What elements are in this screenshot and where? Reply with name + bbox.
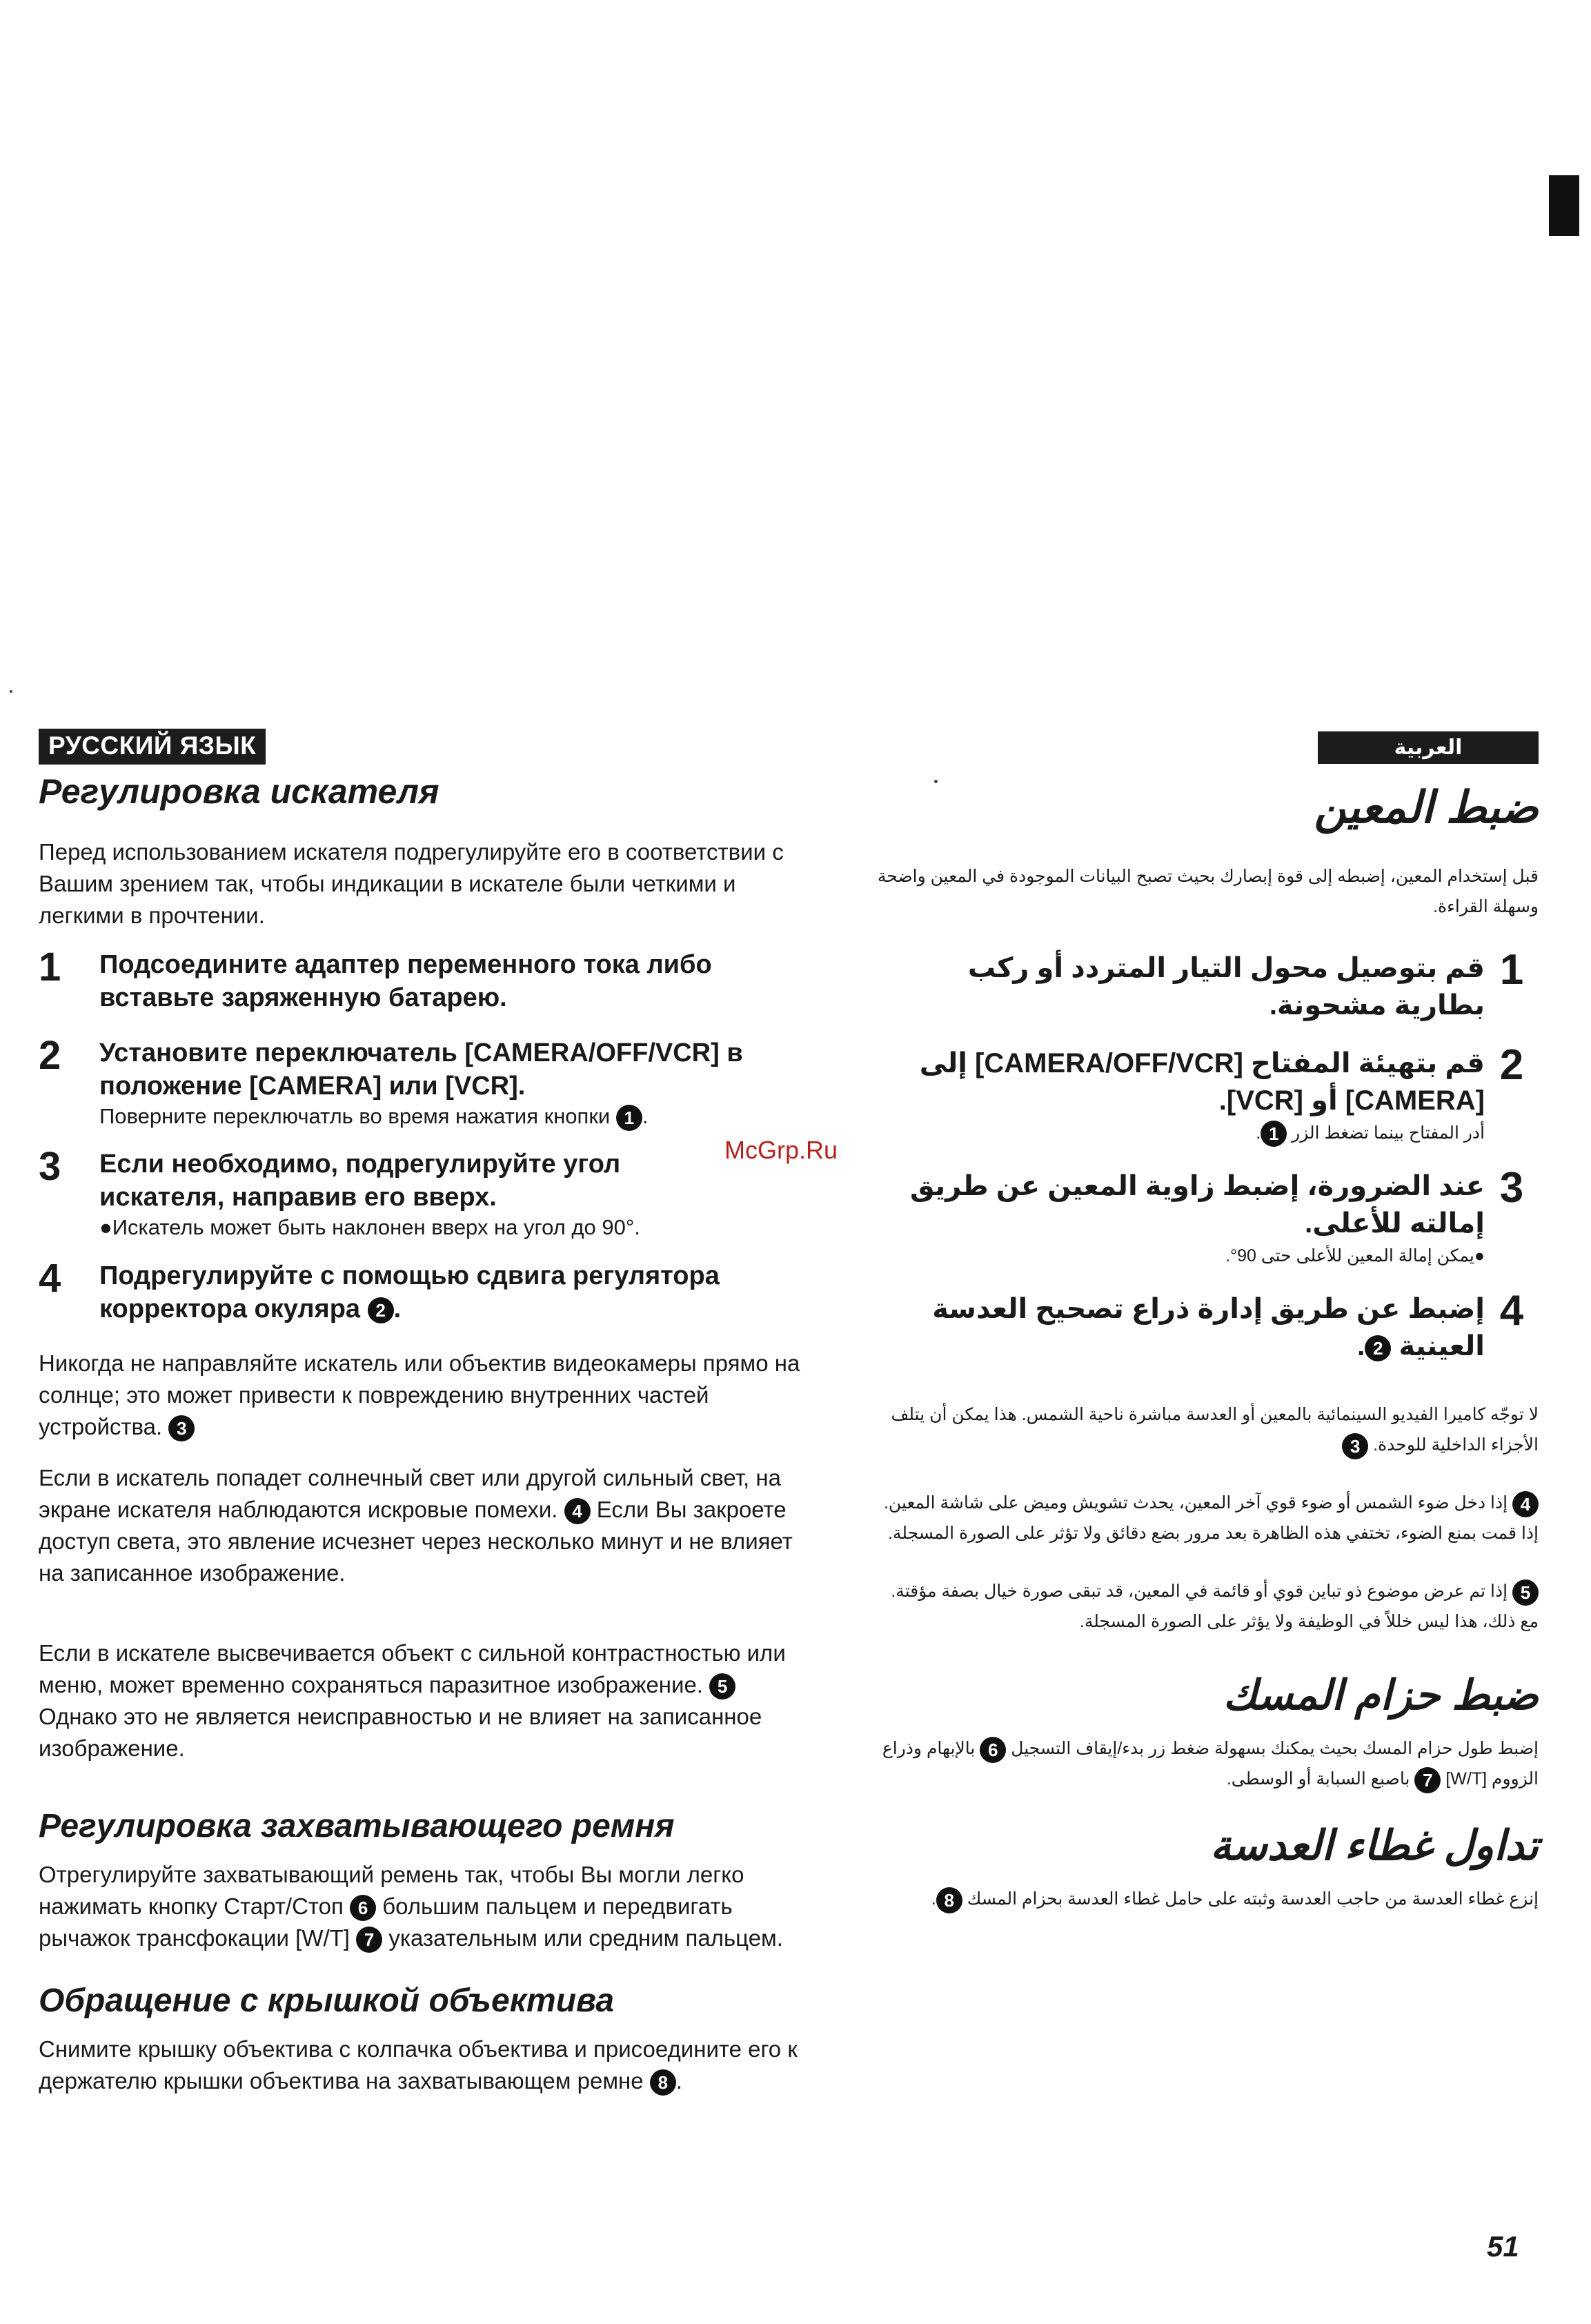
step-number: 4 xyxy=(39,1255,61,1301)
step-note: ●يمكن إمالة المعين للأعلى حتى 90°. xyxy=(1225,1246,1485,1266)
page-number: 51 xyxy=(1487,2230,1519,2263)
step-instruction: قم بتهيئة المفتاح [CAMERA/OFF/VCR] إلى [CAMERA] أو [VCR]. xyxy=(919,1048,1485,1116)
step-note: ●Искатель может быть наклонен вверх на угол до 90°. xyxy=(99,1214,640,1239)
section-title-grip-strap: Регулировка захватывающего ремня xyxy=(39,1807,675,1844)
step-number: 3 xyxy=(1499,1164,1524,1212)
arabic-step-3 xyxy=(876,1164,1539,1270)
step-instruction: Если необходимо, подрегулируйте угол искателя, направив его вверх. xyxy=(99,1149,621,1212)
arabic-lens-cap-text: إنزع غطاء العدسة من حاجب العدسة وثبته على حامل غطاء العدسة بحزام المسك 8. xyxy=(876,1884,1539,1914)
step-number: 4 xyxy=(1499,1287,1524,1335)
arabic-title-grip-strap: ضبط حزام المسك xyxy=(1223,1672,1539,1719)
step-number: 3 xyxy=(39,1143,61,1189)
language-tag-arabic: العربية xyxy=(1318,731,1539,764)
warning-sun-text: Никогда не направляйте искатель или объектив видеокамеры прямо на солнце; это может привести к повреждению внутренних частей устройства. xyxy=(39,1350,800,1439)
step-4 xyxy=(39,1255,811,1326)
step-1 xyxy=(39,945,811,1014)
section-title-lens-cap: Обращение с крышкой объектива xyxy=(39,1982,615,2019)
section-title-viewfinder: Регулировка искателя xyxy=(39,772,439,811)
warning-afterimage xyxy=(39,1637,811,1764)
warning-bright-light-text: Если в искатель попадет солнечный свет или другой сильный свет, на экране искателя наблюдаются искровые помехи. xyxy=(39,1464,781,1522)
callout-4-icon: 4 xyxy=(1512,1491,1539,1517)
scan-dot xyxy=(10,690,12,693)
step-number: 2 xyxy=(1499,1041,1524,1089)
step-number: 1 xyxy=(1499,946,1524,994)
page-edge-tab xyxy=(1549,175,1579,236)
grip-strap-text-2: بالإبهام وذراع الزووم [W/T] xyxy=(882,1739,1539,1789)
arabic-warning-afterimage xyxy=(876,1576,1539,1637)
lens-cap-text: Снимите крышку объектива с колпачка объектива и присоедините его к держателю крышки объектива на захватывающем ремне 8 . xyxy=(39,2034,811,2097)
arabic-step-4 xyxy=(876,1287,1539,1365)
step-instruction: Подрегулируйте с помощью сдвига регулятора корректора окуляра 2 . xyxy=(99,1261,720,1323)
arabic-warning-bright-light xyxy=(876,1488,1539,1548)
warning-bright-light xyxy=(39,1462,811,1589)
callout-3-icon: 3 xyxy=(1342,1433,1368,1459)
arabic-title-lens-cap: تداول غطاء العدسة xyxy=(1210,1822,1539,1869)
arabic-title-viewfinder: ضبط المعين xyxy=(1314,782,1539,832)
step-note: أدر المفتاح بينما تضغط الزر 1. xyxy=(876,1119,1485,1147)
step-instruction: Установите переключатель [CAMERA/OFF/VCR] в положение [CAMERA] или [VCR]. xyxy=(99,1038,743,1101)
step-2 xyxy=(39,1033,811,1131)
watermark: McGrp.Ru xyxy=(724,1136,838,1164)
arabic-column xyxy=(876,731,1539,1914)
arabic-viewfinder-intro: قبل إستخدام المعين، إضبطه إلى قوة إبصارك بحيث تصبح البيانات الموجودة في المعين واضحة وسهلة القراءة. xyxy=(877,867,1539,916)
grip-strap-text-3: указательным или средним пальцем. xyxy=(388,1924,783,1951)
grip-strap-text-1: Отрегулируйте захватывающий ремень так, чтобы Вы могли легко нажимать кнопку Старт/Стоп xyxy=(39,1861,744,1919)
step-number: 2 xyxy=(39,1033,61,1078)
warning-bright-light-text: إذا دخل ضوء الشمس أو ضوء قوي آخر المعين، يحدث تشويش وميض على شاشة المعين. إذا قمت بمنع الضوء، تختفي هذه الظاهرة بعد مرور بضع دقائق ولا تؤثر على الصورة المسجلة. xyxy=(883,1493,1539,1544)
step-note: Поверните переключатль во время нажатия кнопки 1 . xyxy=(99,1103,811,1131)
callout-7-icon: 7 xyxy=(356,1927,382,1953)
callout-7-icon: 7 xyxy=(1414,1767,1441,1793)
step-instruction-text: إضبط عن طريق إدارة ذراع تصحيح العدسة العينية xyxy=(932,1294,1485,1362)
step-note-text: Поверните переключатль во время нажатия кнопки xyxy=(99,1104,611,1128)
grip-strap-text-2: большим пальцем и передвигать рычажок трансфокации [W/T] xyxy=(39,1893,733,1951)
warning-afterimage-text: Если в искателе высвечивается объект с сильной контрастностью или меню, может временно сохраняться паразитное изображение. xyxy=(39,1639,786,1697)
callout-8-icon: 8 xyxy=(936,1887,962,1913)
callout-1-icon: 1 xyxy=(616,1105,642,1131)
step-instruction: عند الضرورة، إضبط زاوية المعين عن طريق إمالته للأعلى. xyxy=(910,1171,1485,1239)
arabic-warning-sun xyxy=(876,1399,1539,1460)
callout-6-icon: 6 xyxy=(980,1737,1006,1763)
russian-column xyxy=(39,729,811,2097)
callout-4-icon: 4 xyxy=(564,1498,591,1524)
callout-6-icon: 6 xyxy=(350,1895,376,1921)
callout-2-icon: 2 xyxy=(1365,1335,1391,1361)
step-instruction: Подсоедините адаптер переменного тока либо вставьте заряженную батарею. xyxy=(99,950,712,1012)
step-number: 1 xyxy=(39,945,61,989)
callout-2-icon: 2 xyxy=(368,1297,394,1323)
callout-8-icon: 8 xyxy=(650,2069,676,2096)
callout-5-icon: 5 xyxy=(1512,1579,1539,1606)
step-instruction-text: Подрегулируйте с помощью сдвига регулятора корректора окуляра xyxy=(99,1261,720,1323)
viewfinder-intro: Перед использованием искателя подрегулируйте его в соответствии с Вашим зрением так, чтобы индикации в искателе были четкими и легкими в прочтении. xyxy=(39,839,784,928)
step-instruction: إضبط عن طريق إدارة ذراع تصحيح العدسة العينية 2. xyxy=(932,1294,1485,1362)
arabic-step-2 xyxy=(876,1041,1539,1147)
warning-afterimage-text-2: Однако это не является неисправностью и не влияет на записанное изображение. xyxy=(39,1703,762,1761)
callout-3-icon: 3 xyxy=(168,1415,195,1441)
warning-bright-light-text-2: Если Вы закроете доступ света, это явление исчезнет через несколько минут и не влияет на записанное изображение. xyxy=(39,1496,793,1586)
warning-sun-text: لا توجّه كاميرا الفيديو السينمائية بالمعين أو العدسة مباشرة ناحية الشمس. هذا يمكن أن يتلف الأجزاء الداخلية للوحدة. xyxy=(891,1405,1539,1455)
lens-cap-text: إنزع غطاء العدسة من حاجب العدسة وثبته على حامل غطاء العدسة بحزام المسك xyxy=(967,1889,1539,1909)
arabic-step-1 xyxy=(876,946,1539,1024)
callout-5-icon: 5 xyxy=(709,1673,735,1700)
callout-1-icon: 1 xyxy=(1261,1121,1287,1147)
grip-strap-text-3: باصبع السبابة أو الوسطى. xyxy=(1226,1769,1410,1789)
lens-cap-text-1: Снимите крышку объектива с колпачка объектива и присоедините его к держателю крышки объектива на захватывающем ремне xyxy=(39,2036,798,2094)
language-tag-russian: РУССКИЙ ЯЗЫК xyxy=(39,729,266,765)
warning-afterimage-text: إذا تم عرض موضوع ذو تباين قوي أو قائمة في المعين، قد تبقى صورة خيال بصفة مؤقتة. مع ذلك، هذا ليس خللاً في الوظيفة ولا يؤثر على الصورة المسجلة. xyxy=(891,1582,1539,1632)
grip-strap-text xyxy=(39,1859,811,1954)
step-instruction: قم بتوصيل محول التيار المتردد أو ركب بطارية مشحونة. xyxy=(967,953,1485,1021)
arabic-grip-strap-text xyxy=(876,1733,1539,1794)
warning-sun xyxy=(39,1348,811,1443)
grip-strap-text-1: إضبط طول حزام المسك بحيث يمكنك بسهولة ضغط زر بدء/إيقاف التسجيل xyxy=(1011,1739,1539,1759)
step-note-text: أدر المفتاح بينما تضغط الزر xyxy=(1292,1123,1485,1143)
